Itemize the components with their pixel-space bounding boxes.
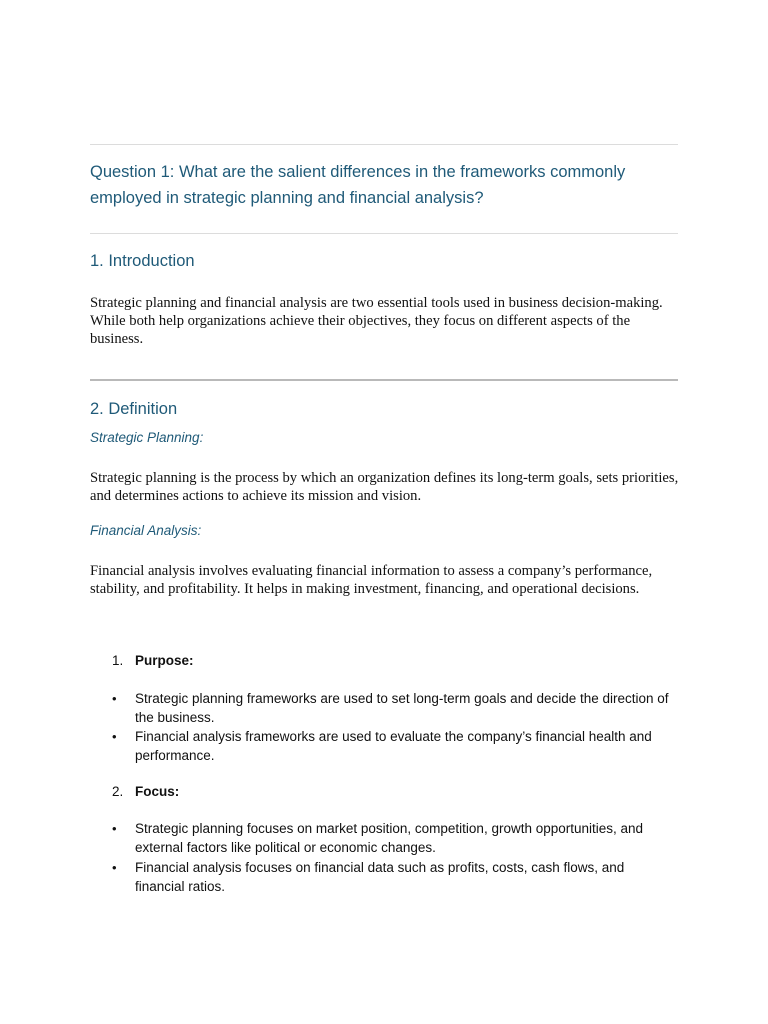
bullet-item: Financial analysis frameworks are used to evaluate the company’s financial health and performance.	[135, 729, 652, 763]
financial-analysis-paragraph: Financial analysis involves evaluating financial information to assess a company’s performance, stability, and profitability. It helps in making investment, financing, and operational decisions.	[90, 563, 653, 597]
list-number-purpose: 1.	[112, 653, 124, 668]
definition-heading: 2. Definition	[90, 400, 178, 418]
bullet-dot: •	[112, 729, 117, 744]
financial-analysis-subheading: Financial Analysis:	[90, 523, 202, 538]
section-divider	[90, 379, 678, 381]
list-label-focus: Focus:	[135, 784, 180, 799]
bullet-item: Strategic planning frameworks are used to set long-term goals and decide the direction of the business.	[135, 691, 669, 725]
bullet-dot: •	[112, 821, 117, 836]
bullet-item: Financial analysis focuses on financial data such as profits, costs, cash flows, and financial ratios.	[135, 860, 625, 894]
strategic-planning-paragraph: Strategic planning is the process by which an organization defines its long-term goals, sets priorities, and determines actions to achieve its mission and vision.	[90, 470, 679, 504]
top-divider	[90, 144, 678, 145]
list-label-purpose: Purpose:	[135, 653, 194, 668]
list-number-focus: 2.	[112, 784, 124, 799]
bullet-dot: •	[112, 691, 117, 706]
title-divider	[90, 233, 678, 234]
bullet-item: Strategic planning focuses on market position, competition, growth opportunities, and external factors like political or economic changes.	[135, 821, 644, 855]
question-title: Question 1: What are the salient differences in the frameworks commonly employed in strategic planning and financial analysis?	[90, 163, 626, 207]
strategic-planning-subheading: Strategic Planning:	[90, 430, 204, 445]
introduction-heading: 1. Introduction	[90, 252, 195, 270]
bullet-dot: •	[112, 860, 117, 875]
introduction-paragraph: Strategic planning and financial analysis are two essential tools used in business decision-making. While both help organizations achieve their objectives, they focus on different aspects of the business.	[90, 295, 663, 347]
